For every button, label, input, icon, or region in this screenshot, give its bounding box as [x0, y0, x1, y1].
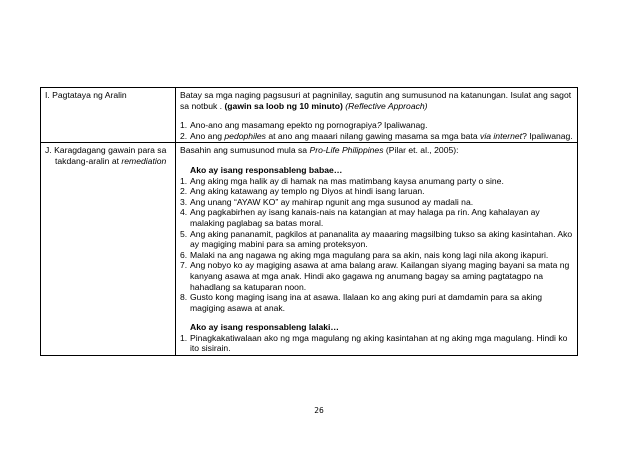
- pledge-item-text: Ang aking pananamit, pagkilos at pananalita ay maaaring magsilbing tukso sa aking kasintahan. Ako ay magiging mabini para sa aming proteksyon.: [190, 228, 573, 250]
- pledge-item-number: 3.: [180, 196, 188, 207]
- pledge-list-lalaki: [180, 333, 573, 354]
- reading-intro: Basahin ang sumusunod mula sa Pro-Life Philippines (Pilar et. al., 2005):: [180, 145, 459, 156]
- pledge-list-babae: [180, 176, 573, 314]
- pledge-item: [180, 260, 573, 292]
- pledge-item-text: Ang nobyo ko ay magiging asawa at ama balang araw. Kailangan siyang maging bayani sa mata ng kanyang asawa at mga anak. Hindi ako gagawa ng anumang bagay sa aming pagtatagpo na hahadlang sa katuparan noon.: [190, 260, 570, 292]
- pledge-item-number: 7.: [180, 260, 188, 271]
- pledge-item: [180, 186, 573, 197]
- instruction-text: Batay sa mga naging pagsusuri at pagninilay, sagutin ang sumusunod na katanungan. Isulat ang sagot sa notbuk . (gawin sa loob ng 10 minuto) (Reflective Approach): [180, 90, 572, 111]
- pledge-item-number: 5.: [180, 228, 188, 239]
- pledge-item: [180, 333, 573, 354]
- row-label-pagtataya: I. Pagtataya ng Aralin: [41, 88, 176, 143]
- pledge-item-number: 6.: [180, 249, 188, 260]
- pledge-item-text: Pinagkakatiwalaan ako ng mga magulang ng aking kasintahan at ng aking mga magulang. Hindi ko ito sisirain.: [190, 332, 568, 354]
- pledge-item-number: 1.: [180, 332, 188, 343]
- page-number: 26: [314, 406, 324, 415]
- pledge-item-text: Malaki na ang nagawa ng aking mga magulang para sa akin, nais kong lagi nila akong ikapuri.: [190, 249, 549, 260]
- pledge-item-text: Ang aking mga halik ay di hamak na mas matimbang kaysa anumang party o sine.: [190, 175, 504, 186]
- pledge-item-number: 1.: [180, 175, 188, 186]
- question-item: 2. Ano ang pedophiles at ano ang maaari nilang gawing masama sa mga bata via internet? Ipaliwanag.: [180, 130, 573, 141]
- pledge-item-number: 2.: [180, 186, 188, 197]
- pledge-item-text: Gusto kong maging isang ina at asawa. Ilalaan ko ang aking puri at damdamin para sa aking magiging asawa at anak.: [190, 292, 543, 313]
- pledge-item: [180, 176, 573, 187]
- pledge-item-text: Ang pagkabirhen ay isang kanais-nais na katangian at may halaga pa rin. Ang kahalayan ay malaking paglabag sa batas moral.: [190, 207, 540, 228]
- row-content-pagtataya: [176, 88, 578, 143]
- row-content-karagdagang-gawain: [176, 143, 578, 356]
- pledge-item: [180, 197, 573, 208]
- pledge-item-text: Ang unang “AYAW KO” ay mahirap ngunit ang mga susunod ay madali na.: [190, 196, 474, 207]
- row-pagtataya: [41, 88, 578, 143]
- pledge-item: [180, 207, 573, 228]
- pledge-item-number: 8.: [180, 292, 188, 303]
- pledge-item: [180, 250, 573, 261]
- lesson-table: [40, 87, 578, 356]
- pledge-item-text: Ang aking katawang ay templo ng Diyos at hindi isang laruan.: [190, 186, 425, 197]
- pledge-heading-babae: Ako ay isang responsableng babae…: [190, 164, 343, 175]
- row-karagdagang-gawain: [41, 143, 578, 356]
- pledge-item: [180, 229, 573, 250]
- question-item: 1. Ano-ano ang masamang epekto ng pornograpiya? Ipaliwanag.: [180, 120, 428, 131]
- pledge-item-number: 4.: [180, 207, 188, 218]
- pledge-item: [180, 292, 573, 313]
- row-label-karagdagang-gawain: J. Karagdagang gawain para sa takdang-aralin at remediation: [41, 143, 176, 356]
- pledge-heading-lalaki: Ako ay isang responsableng lalaki…: [190, 322, 340, 333]
